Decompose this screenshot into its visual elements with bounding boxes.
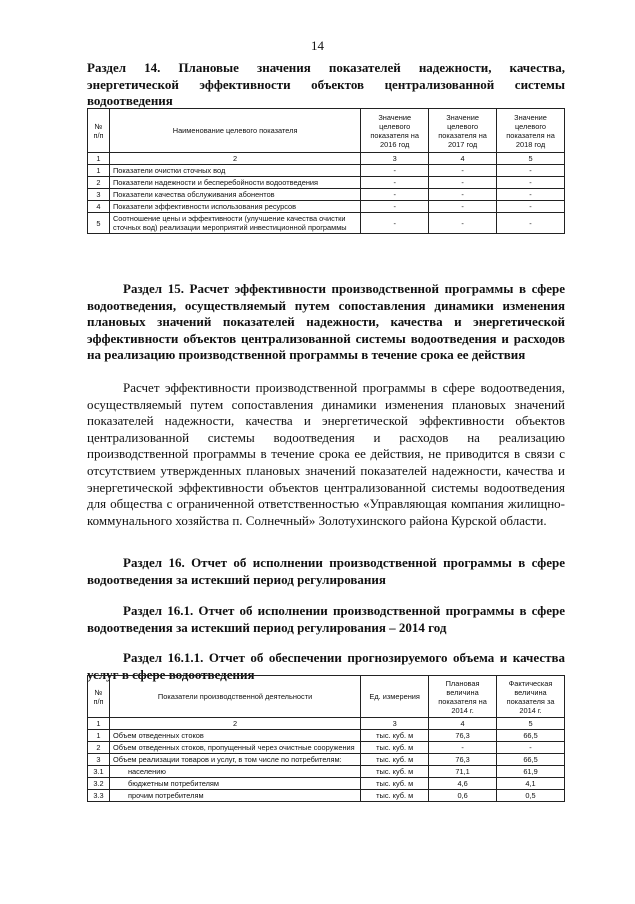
- row-unit: тыс. куб. м: [361, 766, 429, 778]
- row-fact: 66,5: [497, 754, 565, 766]
- table-row: [88, 754, 565, 766]
- row-fact: 4,1: [497, 778, 565, 790]
- row-value-2016: -: [361, 213, 429, 234]
- row-unit: тыс. куб. м: [361, 790, 429, 802]
- row-indicator: прочим потребителям: [109, 790, 360, 802]
- volume-report-table: [87, 675, 565, 802]
- row-num: 3.1: [88, 766, 110, 778]
- row-value-2018: -: [497, 165, 565, 177]
- row-num: 3.2: [88, 778, 110, 790]
- row-indicator: Показатели очистки сточных вод: [109, 165, 360, 177]
- row-unit: тыс. куб. м: [361, 730, 429, 742]
- row-fact: 61,9: [497, 766, 565, 778]
- row-num: 5: [88, 213, 110, 234]
- row-value-2017: -: [429, 213, 497, 234]
- header-indicator: Наименование целевого показателя: [109, 109, 360, 153]
- row-num: 3: [88, 189, 110, 201]
- col-number: 5: [497, 718, 565, 730]
- row-indicator: Объем отведенных стоков, пропущенный через очистные сооружения: [109, 742, 360, 754]
- section-15-heading-text: Раздел 15. Расчет эффективности производственной программы в сфере водоотведения, осуществляемый путем сопоставления динамики изменения плановых значений показателей надежности, качества и энергетической эффективности объектов централизованной системы водоотведения и расходов на реализацию производственной программы в течение срока ее действия: [87, 281, 565, 362]
- row-indicator: населению: [109, 766, 360, 778]
- row-unit: тыс. куб. м: [361, 754, 429, 766]
- header-fact: Фактическая величина показателя за 2014 г.: [497, 676, 565, 718]
- col-number: 4: [429, 153, 497, 165]
- table-row: [88, 165, 565, 177]
- table-numbering-row: [88, 153, 565, 165]
- row-indicator: бюджетным потребителям: [109, 778, 360, 790]
- row-value-2017: -: [429, 201, 497, 213]
- col-number: 4: [429, 718, 497, 730]
- header-plan: Плановая величина показателя на 2014 г.: [429, 676, 497, 718]
- row-num: 3: [88, 754, 110, 766]
- targets-table: [87, 108, 565, 234]
- row-value-2016: -: [361, 201, 429, 213]
- row-value-2016: -: [361, 189, 429, 201]
- table-row: [88, 213, 565, 234]
- table-header-row: [88, 109, 565, 153]
- row-plan: 76,3: [429, 754, 497, 766]
- row-indicator: Показатели надежности и бесперебойности водоотведения: [109, 177, 360, 189]
- table-row: [88, 201, 565, 213]
- table-row: [88, 778, 565, 790]
- row-value-2017: -: [429, 177, 497, 189]
- section-16-heading-text: Раздел 16. Отчет об исполнении производственной программы в сфере водоотведения за истекший период регулирования: [87, 555, 565, 587]
- row-fact: -: [497, 742, 565, 754]
- row-plan: -: [429, 742, 497, 754]
- table-row: [88, 177, 565, 189]
- row-indicator: Показатели эффективности использования ресурсов: [109, 201, 360, 213]
- section-16-1-heading-text: Раздел 16.1. Отчет об исполнении производственной программы в сфере водоотведения за истекший период регулирования – 2014 год: [87, 603, 565, 635]
- table-row: [88, 790, 565, 802]
- table-header-row: [88, 676, 565, 718]
- row-fact: 0,5: [497, 790, 565, 802]
- row-value-2017: -: [429, 189, 497, 201]
- row-num: 4: [88, 201, 110, 213]
- section-14-heading: Раздел 14. Плановые значения показателей надежности, качества, энергетической эффективности объектов централизованной системы водоотведения: [87, 60, 565, 108]
- row-indicator: Соотношение цены и эффективности (улучшение качества очистки сточных вод) реализации мероприятий инвестиционной программы: [109, 213, 360, 234]
- row-value-2018: -: [497, 189, 565, 201]
- row-value-2018: -: [497, 177, 565, 189]
- header-num: № п/п: [88, 109, 110, 153]
- header-2018: Значение целевого показателя на 2018 год: [497, 109, 565, 153]
- section-15-heading: [87, 281, 565, 364]
- row-value-2016: -: [361, 165, 429, 177]
- col-number: 5: [497, 153, 565, 165]
- section-16-heading: [87, 555, 565, 588]
- row-plan: 4,6: [429, 778, 497, 790]
- section-15-paragraph-text: Расчет эффективности производственной программы в сфере водоотведения, осуществляемый путем сопоставления динамики изменения плановых значений показателей надежности, качества и энергетической эффективности объектов централизованной системы водоотведения и расходов на реализацию производственной программы в течение срока ее действия, не приводится в связи с отсутствием утвержденных плановых значений показателей надежности, качества и энергетической эффективности объектов централизованной системы водоотведения для общества с ограниченной ответственностью «Управляющая компания жилищно-коммунального хозяйства п. Солнечный» Золотухинского района Курской области.: [87, 380, 565, 528]
- row-unit: тыс. куб. м: [361, 742, 429, 754]
- row-value-2018: -: [497, 201, 565, 213]
- row-indicator: Объем отведенных стоков: [109, 730, 360, 742]
- row-num: 1: [88, 730, 110, 742]
- row-unit: тыс. куб. м: [361, 778, 429, 790]
- header-unit: Ед. измерения: [361, 676, 429, 718]
- header-2017: Значение целевого показателя на 2017 год: [429, 109, 497, 153]
- col-number: 3: [361, 718, 429, 730]
- col-number: 2: [109, 153, 360, 165]
- row-num: 2: [88, 177, 110, 189]
- row-indicator: Объем реализации товаров и услуг, в том числе по потребителям:: [109, 754, 360, 766]
- row-indicator: Показатели качества обслуживания абонентов: [109, 189, 360, 201]
- section-16-1-1-heading-text: Раздел 16.1.1. Отчет об обеспечении прогнозируемого объема и качества услуг в сфере водоотведения: [87, 650, 565, 682]
- col-number: 1: [88, 718, 110, 730]
- row-plan: 0,6: [429, 790, 497, 802]
- header-num: № п/п: [88, 676, 110, 718]
- section-16-1-heading: [87, 603, 565, 636]
- col-number: 3: [361, 153, 429, 165]
- table-row: [88, 189, 565, 201]
- row-fact: 66,5: [497, 730, 565, 742]
- table-row: [88, 730, 565, 742]
- table-numbering-row: [88, 718, 565, 730]
- col-number: 1: [88, 153, 110, 165]
- page-number: 14: [311, 38, 324, 53]
- row-plan: 76,3: [429, 730, 497, 742]
- section-15-paragraph: [87, 380, 565, 529]
- header-indicator: Показатели производственной деятельности: [109, 676, 360, 718]
- row-num: 2: [88, 742, 110, 754]
- row-num: 1: [88, 165, 110, 177]
- table-row: [88, 766, 565, 778]
- col-number: 2: [109, 718, 360, 730]
- row-value-2017: -: [429, 165, 497, 177]
- row-plan: 71,1: [429, 766, 497, 778]
- row-value-2018: -: [497, 213, 565, 234]
- table-row: [88, 742, 565, 754]
- row-value-2016: -: [361, 177, 429, 189]
- header-2016: Значение целевого показателя на 2016 год: [361, 109, 429, 153]
- row-num: 3.3: [88, 790, 110, 802]
